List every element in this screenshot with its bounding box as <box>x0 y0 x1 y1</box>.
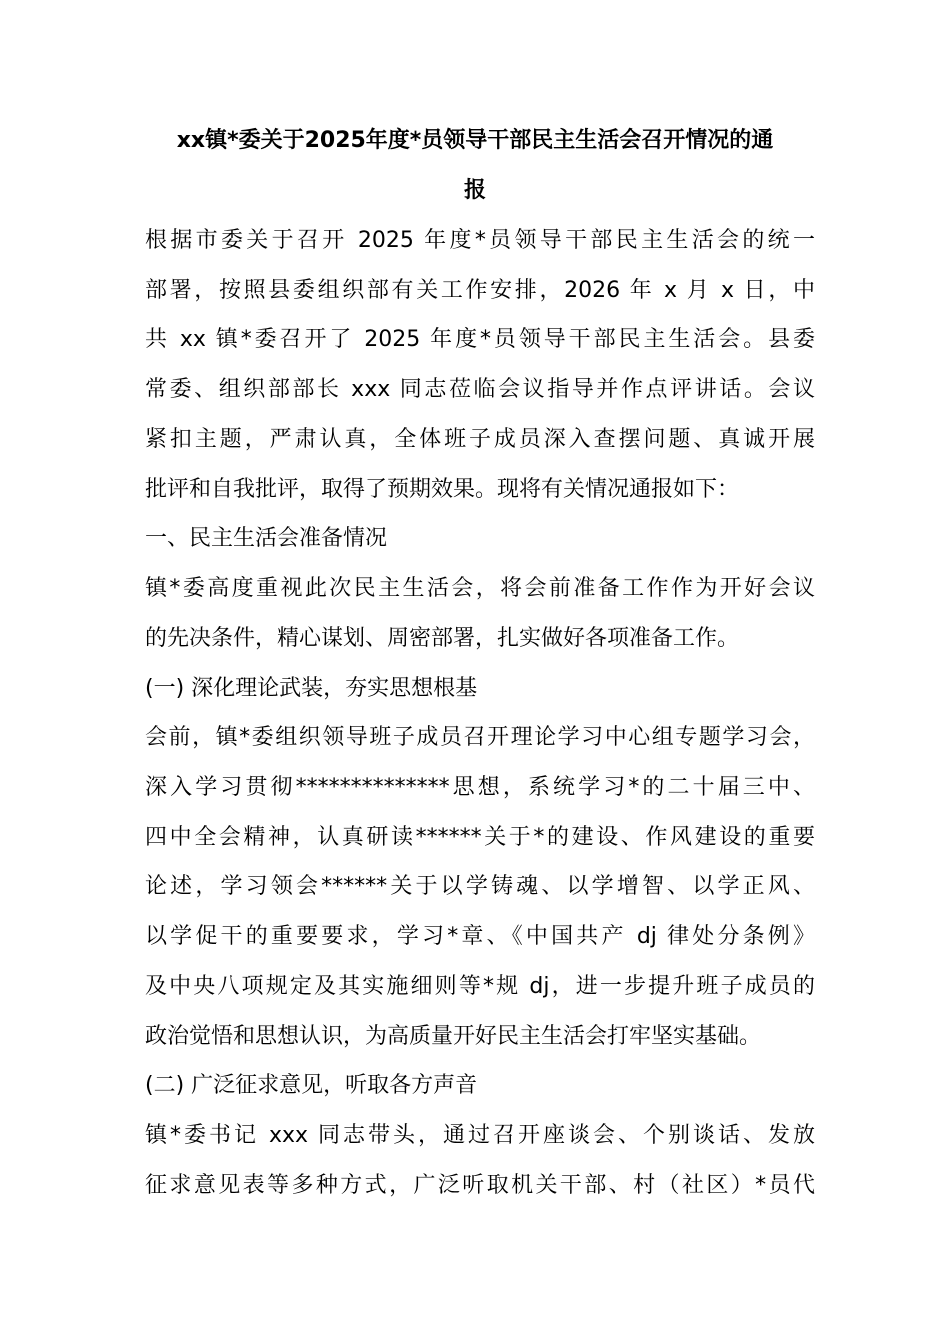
body-paragraph-line: 深入学习贯彻**************思想，系统学习*的二十届三中、 <box>145 775 815 800</box>
body-paragraph-line: 征求意见表等多种方式，广泛听取机关干部、村（社区）*员代 <box>145 1173 815 1198</box>
body-paragraph-line: 及中央八项规定及其实施细则等*规 dj，进一步提升班子成员的 <box>145 974 815 999</box>
body-paragraph-line: 共 xx 镇*委召开了 2025 年度*员领导干部民主生活会。县委 <box>145 327 815 352</box>
subsection-heading: (一) 深化理论武装，夯实思想根基 <box>145 676 478 701</box>
document-title-line-1: xx镇*委关于2025年度*员领导干部民主生活会召开情况的通 <box>176 128 774 153</box>
body-paragraph-line: 镇*委书记 xxx 同志带头，通过召开座谈会、个别谈话、发放 <box>145 1123 815 1148</box>
body-paragraph-line: 以学促干的重要要求，学习*章、《中国共产 dj 律处分条例》 <box>145 924 815 949</box>
subsection-heading: (二) 广泛征求意见，听取各方声音 <box>145 1073 478 1098</box>
body-paragraph-line: 根据市委关于召开 2025 年度*员领导干部民主生活会的统一 <box>145 228 815 253</box>
body-paragraph-line: 批评和自我批评，取得了预期效果。现将有关情况通报如下： <box>145 477 740 502</box>
body-paragraph-line: 会前，镇*委组织领导班子成员召开理论学习中心组专题学习会， <box>145 725 815 750</box>
body-paragraph-line: 政治觉悟和思想认识，为高质量开好民主生活会打牢坚实基础。 <box>145 1024 762 1049</box>
body-paragraph-line: 镇*委高度重视此次民主生活会，将会前准备工作作为开好会议 <box>145 576 815 601</box>
body-paragraph-line: 论述，学习领会******关于以学铸魂、以学增智、以学正风、 <box>145 874 815 899</box>
section-heading: 一、民主生活会准备情况 <box>145 526 388 551</box>
body-paragraph-line: 四中全会精神，认真研读******关于*的建设、作风建设的重要 <box>145 825 815 850</box>
body-paragraph-line: 常委、组织部部长 xxx 同志莅临会议指导并作点评讲话。会议 <box>145 377 815 402</box>
body-paragraph-line: 部署，按照县委组织部有关工作安排，2026 年 x 月 x 日，中 <box>145 278 815 303</box>
body-paragraph-line: 紧扣主题，严肃认真，全体班子成员深入查摆问题、真诚开展 <box>145 427 815 452</box>
document-title-line-2: 报 <box>463 178 486 203</box>
body-paragraph-line: 的先决条件，精心谋划、周密部署，扎实做好各项准备工作。 <box>145 626 740 651</box>
